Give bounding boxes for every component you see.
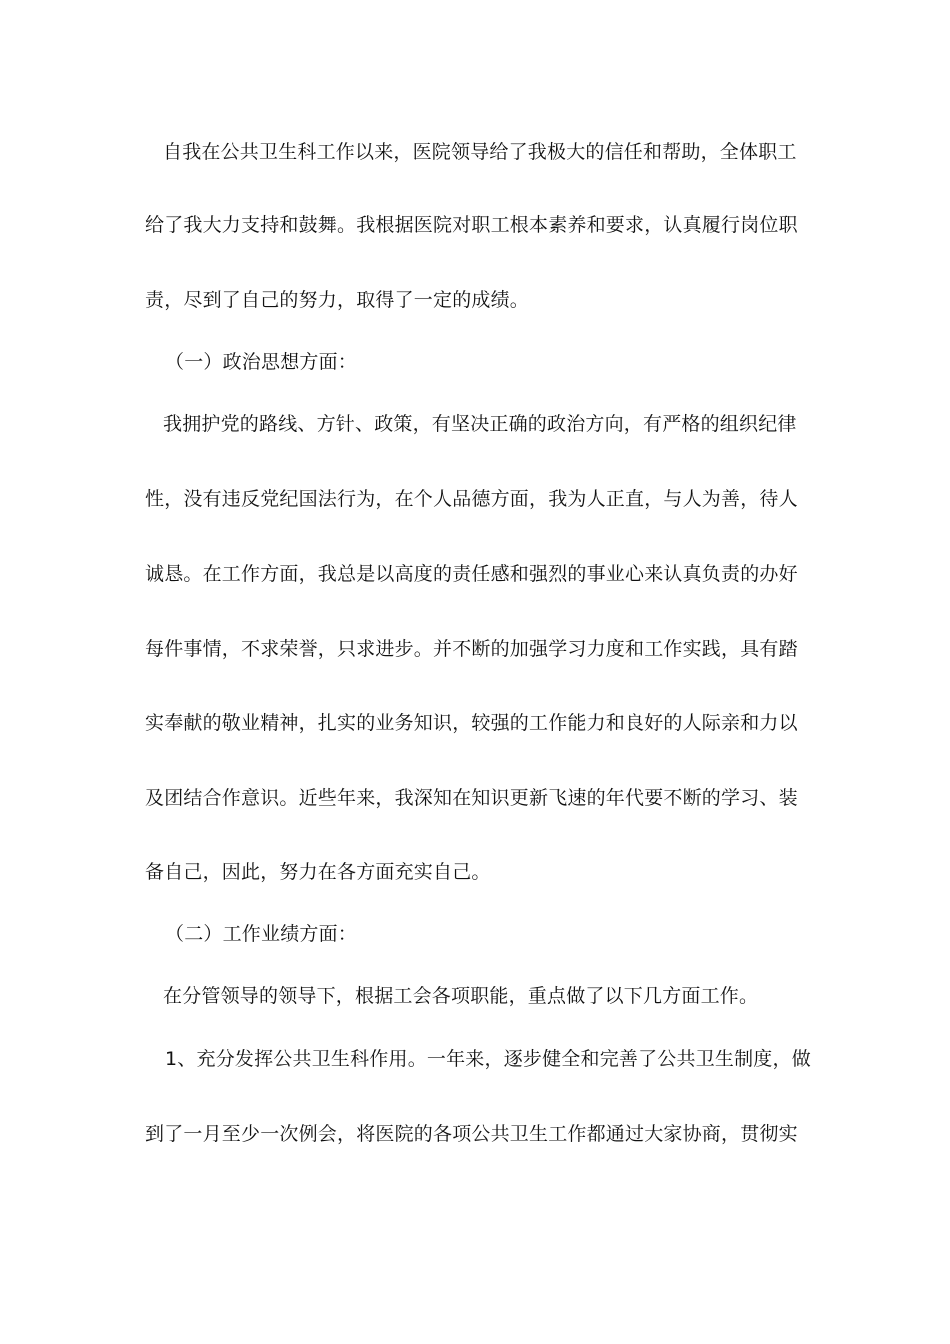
paragraph-line: 每件事情，不求荣誉，只求进步。并不断的加强学习力度和工作实践，具有踏 [145,638,798,660]
section-heading: （一）政治思想方面： [165,351,358,373]
section-heading: （二）工作业绩方面： [165,923,358,945]
paragraph-line: 自我在公共卫生科工作以来，医院领导给了我极大的信任和帮助，全体职工 [163,141,797,163]
paragraph-line: 1、充分发挥公共卫生科作用。一年来，逐步健全和完善了公共卫生制度，做 [165,1048,811,1070]
paragraph-line: 责，尽到了自己的努力，取得了一定的成绩。 [145,289,530,311]
paragraph-line: 给了我大力支持和鼓舞。我根据医院对职工根本素养和要求，认真履行岗位职 [145,214,798,236]
paragraph-line: 我拥护党的路线、方针、政策，有坚决正确的政治方向，有严格的组织纪律 [163,413,797,435]
paragraph-line: 实奉献的敬业精神，扎实的业务知识，较强的工作能力和良好的人际亲和力以 [145,712,798,734]
paragraph-line: 备自己，因此，努力在各方面充实自己。 [145,861,491,883]
paragraph-line: 性，没有违反党纪国法行为，在个人品德方面，我为人正直，与人为善，待人 [145,488,798,510]
paragraph-line: 及团结合作意识。近些年来，我深知在知识更新飞速的年代要不断的学习、装 [145,787,798,809]
paragraph-line: 诚恳。在工作方面，我总是以高度的责任感和强烈的事业心来认真负责的办好 [145,563,798,585]
paragraph-line: 到了一月至少一次例会，将医院的各项公共卫生工作都通过大家协商，贯彻实 [145,1123,798,1145]
paragraph-line: 在分管领导的领导下，根据工会各项职能，重点做了以下几方面工作。 [163,985,759,1007]
